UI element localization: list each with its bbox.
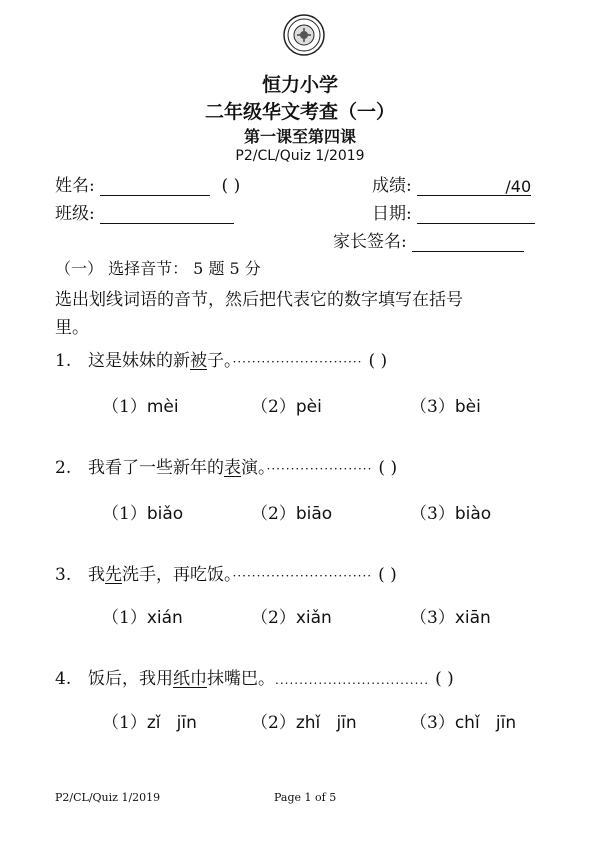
score-input-line[interactable] — [417, 177, 531, 196]
question-number: 3. — [55, 565, 72, 585]
exam-title: 二年级华文考查（一） — [204, 101, 395, 123]
name-input-line[interactable] — [100, 177, 210, 196]
name-label: 姓名: — [55, 176, 95, 196]
question-dots: ................................ — [275, 673, 430, 687]
question-text-post: 子。 — [207, 351, 233, 371]
option-number: （1） — [102, 397, 147, 417]
question-text-pre: 我看了一些新年的 — [88, 458, 224, 478]
option-number: （1） — [102, 713, 147, 733]
answer-option[interactable] — [251, 708, 357, 733]
answer-option[interactable] — [102, 603, 183, 628]
option-number: （2） — [251, 504, 296, 524]
option-pinyin: biāo — [295, 504, 333, 524]
answer-option[interactable] — [410, 708, 516, 733]
question-target-word: 先 — [105, 565, 122, 585]
option-pinyin: zǐ jīn — [146, 713, 197, 733]
answer-paren[interactable]: ( ) — [378, 565, 397, 585]
instruction-line-2: 里。 — [55, 318, 89, 338]
answer-paren[interactable]: ( ) — [378, 458, 398, 478]
option-pinyin: biǎo — [146, 504, 184, 524]
question-target-word: 被 — [190, 351, 207, 371]
answer-option[interactable] — [410, 603, 491, 628]
option-number: （1） — [102, 608, 147, 628]
date-label: 日期: — [372, 204, 412, 224]
section-instruction — [55, 286, 555, 342]
question-text-post: 抹嘴巴。 — [207, 669, 275, 689]
option-number: （3） — [410, 397, 455, 417]
question-dots: ······················ — [266, 462, 373, 476]
name-index-paren[interactable]: ( ) — [221, 176, 241, 196]
option-number: （3） — [410, 504, 455, 524]
question-target-word: 表 — [224, 458, 241, 478]
class-field-row — [55, 199, 234, 224]
question-text-post: 演。 — [241, 458, 267, 478]
date-field-row — [372, 199, 535, 224]
question-row — [55, 560, 555, 585]
answer-option[interactable] — [410, 499, 491, 524]
option-pinyin: xiǎn — [295, 608, 332, 628]
option-number: （2） — [251, 608, 296, 628]
answer-option[interactable] — [251, 392, 322, 417]
exam-code: P2/CL/Quiz 1/2019 — [235, 148, 365, 164]
question-number: 4. — [55, 669, 72, 689]
answer-option[interactable] — [251, 499, 332, 524]
option-pinyin: xiān — [454, 608, 491, 628]
name-field-row — [55, 171, 240, 196]
option-number: （3） — [410, 608, 455, 628]
answer-paren[interactable]: ( ) — [368, 351, 388, 371]
parent-signature-line[interactable] — [412, 233, 524, 252]
answer-option[interactable] — [102, 392, 179, 417]
answer-option[interactable] — [251, 603, 332, 628]
question-row — [55, 346, 555, 371]
option-number: （3） — [410, 713, 455, 733]
date-input-line[interactable] — [417, 205, 535, 224]
question-number: 1. — [55, 351, 72, 371]
option-pinyin: chǐ jīn — [454, 713, 517, 733]
footer-code: P2/CL/Quiz 1/2019 — [55, 791, 161, 804]
footer-page-number: Page 1 of 5 — [274, 791, 337, 804]
question-target-word: 纸巾 — [173, 669, 207, 689]
answer-paren[interactable]: ( ) — [435, 669, 454, 689]
question-text-post: 洗手，再吃饭。 — [122, 565, 233, 585]
school-seal-logo — [283, 14, 325, 56]
question-text-pre: 饭后，我用 — [88, 669, 173, 689]
section-title: （一） 选择音节： 5 题 5 分 — [55, 259, 261, 278]
exam-subtitle: 第一课至第四课 — [243, 127, 356, 146]
option-pinyin: mèi — [146, 397, 179, 417]
score-total: /40 — [505, 177, 532, 196]
option-pinyin: bèi — [454, 397, 481, 417]
option-pinyin: pèi — [295, 397, 322, 417]
option-pinyin: zhǐ jīn — [295, 713, 357, 733]
option-number: （2） — [251, 397, 296, 417]
parent-signature-row — [333, 227, 524, 252]
parent-signature-label: 家长签名: — [333, 232, 407, 252]
answer-option[interactable] — [410, 392, 481, 417]
answer-option[interactable] — [102, 499, 183, 524]
option-number: （1） — [102, 504, 147, 524]
instruction-line-1: 选出划线词语的音节，然后把代表它的数字填写在括号 — [55, 290, 463, 310]
school-name: 恒力小学 — [261, 74, 338, 96]
question-number: 2. — [55, 458, 72, 478]
class-input-line[interactable] — [100, 205, 234, 224]
option-pinyin: biào — [454, 504, 492, 524]
class-label: 班级: — [55, 204, 95, 224]
question-row — [55, 664, 555, 689]
question-text-pre: 我 — [88, 565, 105, 585]
question-text-pre: 这是妹妹的新 — [88, 351, 190, 371]
question-row — [55, 453, 555, 478]
question-dots: ··························· — [232, 355, 363, 369]
question-dots: ····························· — [232, 569, 373, 583]
score-label: 成绩: — [372, 176, 412, 196]
option-number: （2） — [251, 713, 296, 733]
option-pinyin: xián — [146, 608, 183, 628]
answer-option[interactable] — [102, 708, 197, 733]
score-field-row — [372, 171, 531, 196]
